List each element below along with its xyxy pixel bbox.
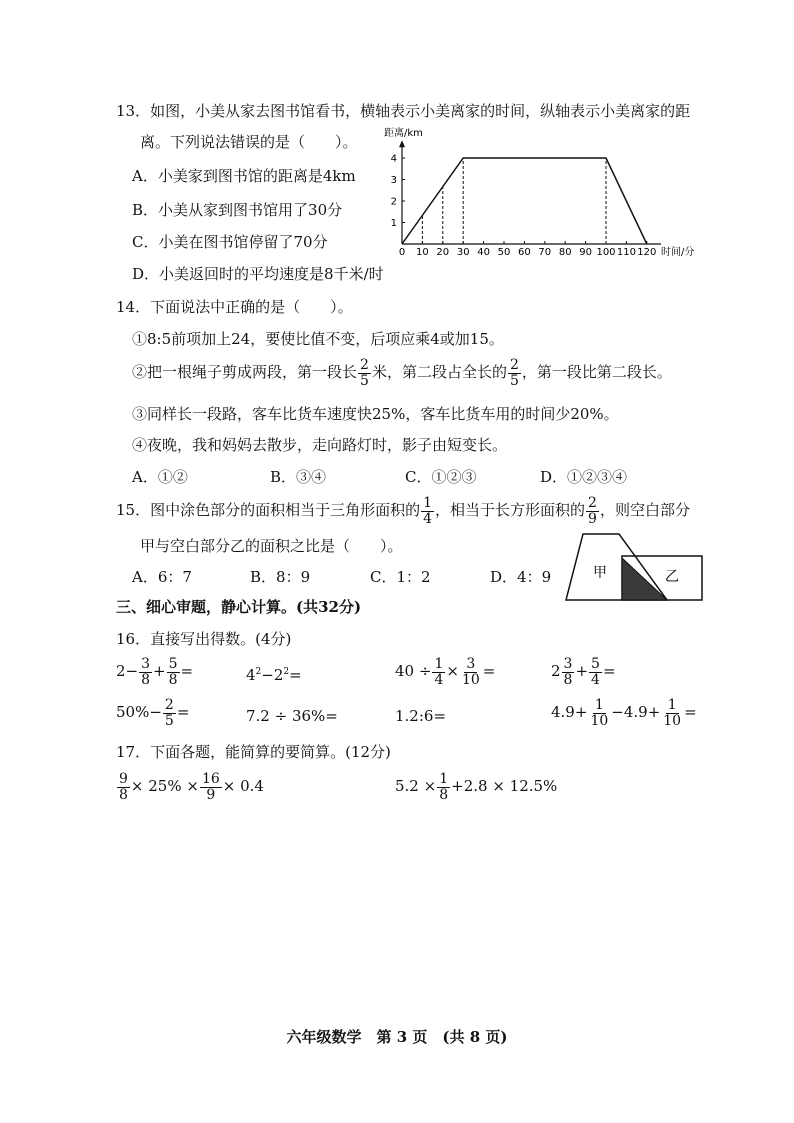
x-tick-label: 0 [398, 247, 406, 258]
q16-expr-8: 4.9+ $\frac{1}{10}$ −4.9+ $\frac{1}{10}$ = [551, 697, 697, 729]
q13-option-c: C．小美在图书馆停留了70分 [132, 233, 328, 251]
label-jia: 甲 [593, 565, 607, 581]
q16-expr-1: 2− $\frac{3}{8}$ + $\frac{5}{8}$ = [116, 656, 194, 688]
q16-stem: 16．直接写出得数。(4分) [116, 630, 292, 648]
q14-stem: 14．下面说法中正确的是（ ）。 [116, 298, 353, 316]
q16-expr-5: 50%− $\frac{2}{5}$ = [116, 697, 190, 729]
q14-option-b: B．③④ [270, 468, 327, 486]
x-tick-label: 120 [637, 247, 657, 258]
q13-option-d: D．小美返回时的平均速度是8千米/时 [132, 265, 384, 283]
q16-expr-2: $4^2-2^2=$ [246, 666, 302, 684]
x-tick-label: 40 [477, 247, 490, 258]
fraction: $\frac{2}{5}$ [360, 357, 369, 389]
label-yi: 乙 [665, 569, 679, 585]
q13-option-b: B．小美从家到图书馆用了30分 [132, 201, 343, 219]
x-tick-label: 80 [558, 247, 572, 258]
fraction: $\frac{3}{8}$ [563, 656, 573, 688]
fraction: $\frac{3}{8}$ [141, 656, 151, 688]
q17-stem: 17．下面各题，能简算的要简算。(12分) [116, 743, 391, 761]
q14-option-a: A．①② [132, 468, 188, 486]
q17-expr-1: $\frac{9}{8}$ × 25% × $\frac{16}{9}$ × 0.4 [119, 771, 264, 803]
page-footer: 六年级数学 第 3 页 (共 8 页) [286, 1028, 508, 1046]
q13-option-a: A．小美家到图书馆的距离是4km [132, 167, 356, 185]
q14-statement-3: ③同样长一段路，客车比货车速度快25%，客车比货车用的时间少20%。 [132, 405, 619, 423]
shaded-region [622, 558, 667, 600]
q17-expr-2: 5.2 × $\frac{1}{8}$ +2.8 × 12.5% [395, 771, 558, 803]
fraction: $\frac{1}{10}$ [663, 697, 682, 729]
distance-series-line [402, 158, 647, 244]
q15-line2: 甲与空白部分乙的面积之比是（ ）。 [140, 537, 403, 555]
q15-option-d: D．4：9 [490, 568, 552, 586]
x-tick-label: 70 [538, 247, 552, 258]
x-tick-label: 30 [456, 247, 470, 258]
fraction: $\frac{1}{10}$ [590, 697, 609, 729]
q16-expr-6: 7.2 ÷ 36%= [246, 707, 338, 725]
q15-option-a: A．6：7 [132, 568, 192, 586]
fraction: $\frac{9}{8}$ [119, 771, 128, 803]
x-tick-label: 110 [616, 247, 636, 258]
x-tick-label: 100 [596, 247, 616, 258]
x-tick-label: 20 [436, 247, 450, 258]
y-tick-label: 2 [390, 196, 397, 208]
q16-expr-3: 40 ÷ $\frac{1}{4}$ × $\frac{3}{10}$ = [395, 656, 496, 688]
distance-time-chart [380, 122, 710, 267]
q14-statement-2: ②把一根绳子剪成两段，第一段长 $\frac{2}{5}$ 米，第二段占全长的 $\frac{2}{5}$ ，第一段比第二段长。 [132, 357, 672, 389]
x-axis-label: 时间/分 [661, 247, 695, 258]
q15-line1: 15．图中涂色部分的面积相当于三角形面积的 $\frac{1}{4}$ ，相当于长方形面积的 $\frac{2}{9}$ ，则空白部分 [116, 495, 690, 527]
fraction: $\frac{1}{4}$ [434, 656, 444, 688]
q16-expr-7: 1.2:6= [395, 707, 447, 725]
fraction: $\frac{5}{8}$ [168, 656, 178, 688]
x-tick-label: 10 [416, 247, 429, 258]
q13-line2: 离。下列说法错误的是（ ）。 [140, 133, 358, 151]
fraction: $\frac{1}{4}$ [423, 495, 433, 527]
q14-statement-4: ④夜晚，我和妈妈去散步，走向路灯时，影子由短变长。 [132, 436, 508, 454]
fraction: $\frac{5}{4}$ [591, 656, 600, 688]
x-tick-label: 50 [497, 247, 511, 258]
x-tick-label: 60 [518, 247, 531, 258]
fraction: $\frac{2}{5}$ [164, 697, 174, 729]
q14-statement-1: ①8:5前项加上24，要使比值不变，后项应乘4或加15。 [132, 330, 504, 348]
fraction: $\frac{1}{8}$ [439, 771, 449, 803]
y-axis-label: 距离/km [384, 128, 423, 139]
fraction: $\frac{2}{9}$ [588, 495, 597, 527]
triangle-rectangle-figure [563, 528, 705, 604]
section-3-heading: 三、细心审题，静心计算。(共32分) [116, 598, 362, 616]
q15-option-b: B．8：9 [250, 568, 311, 586]
q13-line1: 13．如图，小美从家去图书馆看书，横轴表示小美离家的时间，纵轴表示小美离家的距 [116, 102, 691, 120]
y-axis-arrow [399, 140, 405, 147]
fraction: $\frac{16}{9}$ [201, 771, 220, 803]
q14-option-c: C．①②③ [405, 468, 477, 486]
q14-option-d: D．①②③④ [540, 468, 628, 486]
q15-option-c: C．1：2 [370, 568, 431, 586]
fraction: $\frac{2}{5}$ [509, 357, 519, 389]
fraction: $\frac{3}{10}$ [461, 656, 480, 688]
q16-expr-4: 2 $\frac{3}{8}$ + $\frac{5}{4}$ = [551, 656, 616, 688]
y-tick-label: 4 [390, 153, 397, 165]
y-tick-label: 1 [390, 218, 397, 229]
x-tick-label: 90 [579, 247, 592, 258]
y-tick-label: 3 [390, 175, 397, 186]
